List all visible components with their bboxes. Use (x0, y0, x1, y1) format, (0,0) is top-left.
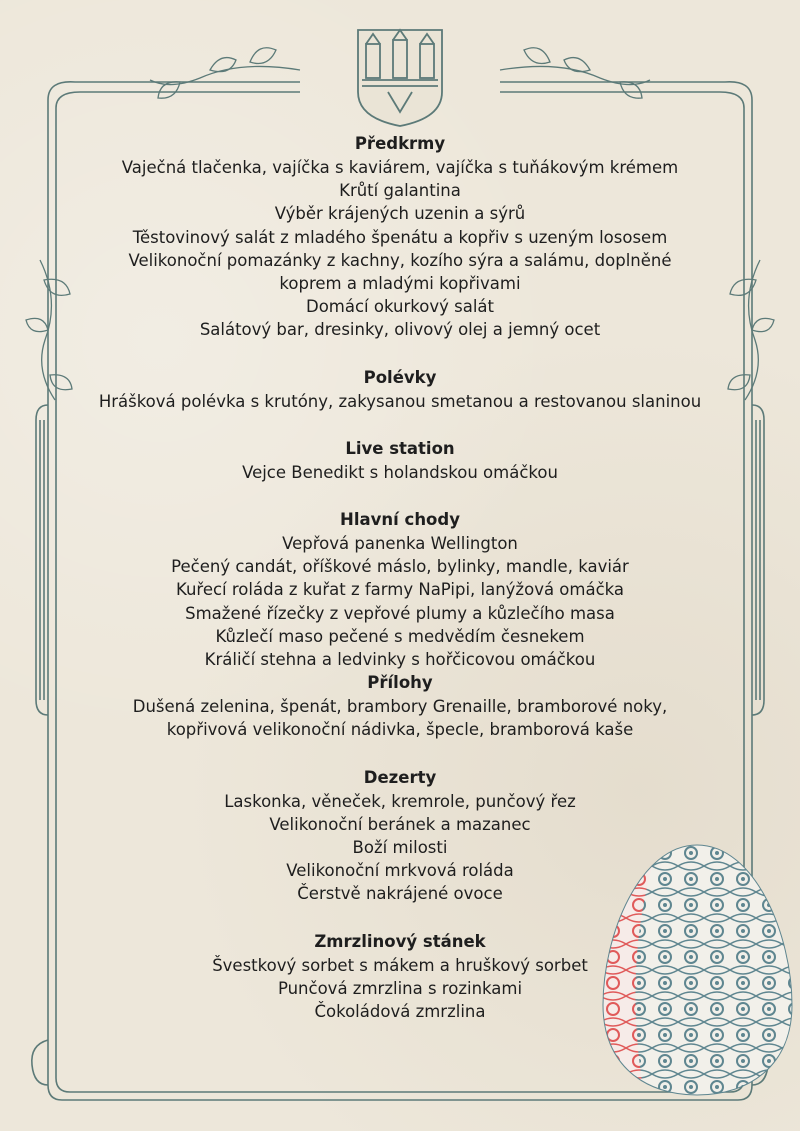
menu-item: Punčová zmrzlina s rozinkami (277, 978, 523, 998)
menu-item: Velikonoční beránek a mazanec (269, 814, 531, 834)
menu-item: Velikonoční pomazánky z kachny, kozího sýra a salámu, doplněné (128, 250, 672, 270)
menu-item: Dušená zelenina, špenát, brambory Grenaille, bramborové noky, (132, 697, 668, 717)
menu-item: koprem a mladými kopřivami (279, 274, 521, 294)
menu-section-predkrmy (60, 132, 740, 342)
menu-item: Smažené řízečky z vepřové plumy a kůzlečího masa (185, 603, 615, 623)
menu-item: Boží milosti (352, 838, 448, 858)
section-heading: Hlavní chody (340, 510, 460, 530)
menu-item: Švestkový sorbet s mákem a hruškový sorbet (212, 955, 588, 975)
menu-item: Laskonka, věneček, kremrole, punčový řez (224, 791, 576, 811)
menu-item: Vaječná tlačenka, vajíčka s kaviárem, vajíčka s tuňákovým krémem (121, 158, 679, 177)
menu-item: Čerstvě nakrájené ovoce (297, 884, 503, 904)
menu-item: Krůtí galantina (339, 181, 461, 201)
menu-item: Králičí stehna a ledvinky s hořčicovou omáčkou (204, 650, 596, 670)
menu-item: Vepřová panenka Wellington (282, 534, 518, 554)
menu-section-dezerty (60, 766, 740, 906)
menu-section-zmrzlinovy-stanek (60, 930, 740, 1024)
menu-item: Hrášková polévka s krutóny, zakysanou smetanou a restovanou slaninou (98, 391, 702, 411)
section-heading: Polévky (363, 367, 437, 387)
menu (60, 132, 740, 1023)
menu-section-prilohy (60, 671, 740, 741)
menu-item: Salátový bar, dresinky, olivový olej a jemný ocet (199, 320, 601, 340)
menu-item: Kuřecí roláda z kuřat z farmy NaPipi, lanýžová omáčka (175, 580, 625, 600)
menu-item: Velikonoční mrkvová roláda (286, 861, 514, 881)
menu-item: Pečený candát, oříškové máslo, bylinky, mandle, kaviár (171, 557, 629, 577)
menu-section-live-station (60, 437, 740, 484)
menu-item: Domácí okurkový salát (306, 297, 494, 317)
section-heading: Live station (345, 438, 455, 458)
menu-section-hlavni-chody (60, 508, 740, 671)
menu-item: Čokoládová zmrzlina (314, 1002, 486, 1022)
menu-item: Vejce Benedikt s holandskou omáčkou (242, 462, 558, 482)
menu-item: Kůzlečí maso pečené s medvědím česnekem (215, 626, 585, 646)
coat-of-arms-icon (358, 30, 442, 126)
section-heading: Dezerty (363, 767, 437, 787)
section-heading: Přílohy (367, 673, 433, 693)
menu-item: Těstovinový salát z mladého špenátu a kopřiv s uzeným lososem (132, 227, 668, 247)
menu-item: kopřivová velikonoční nádivka, špecle, bramborová kaše (166, 720, 634, 740)
menu-item: Výběr krájených uzenin a sýrů (274, 204, 526, 224)
menu-section-polevky (60, 366, 740, 413)
section-heading: Zmrzlinový stánek (314, 931, 486, 951)
section-heading: Předkrmy (354, 134, 446, 153)
